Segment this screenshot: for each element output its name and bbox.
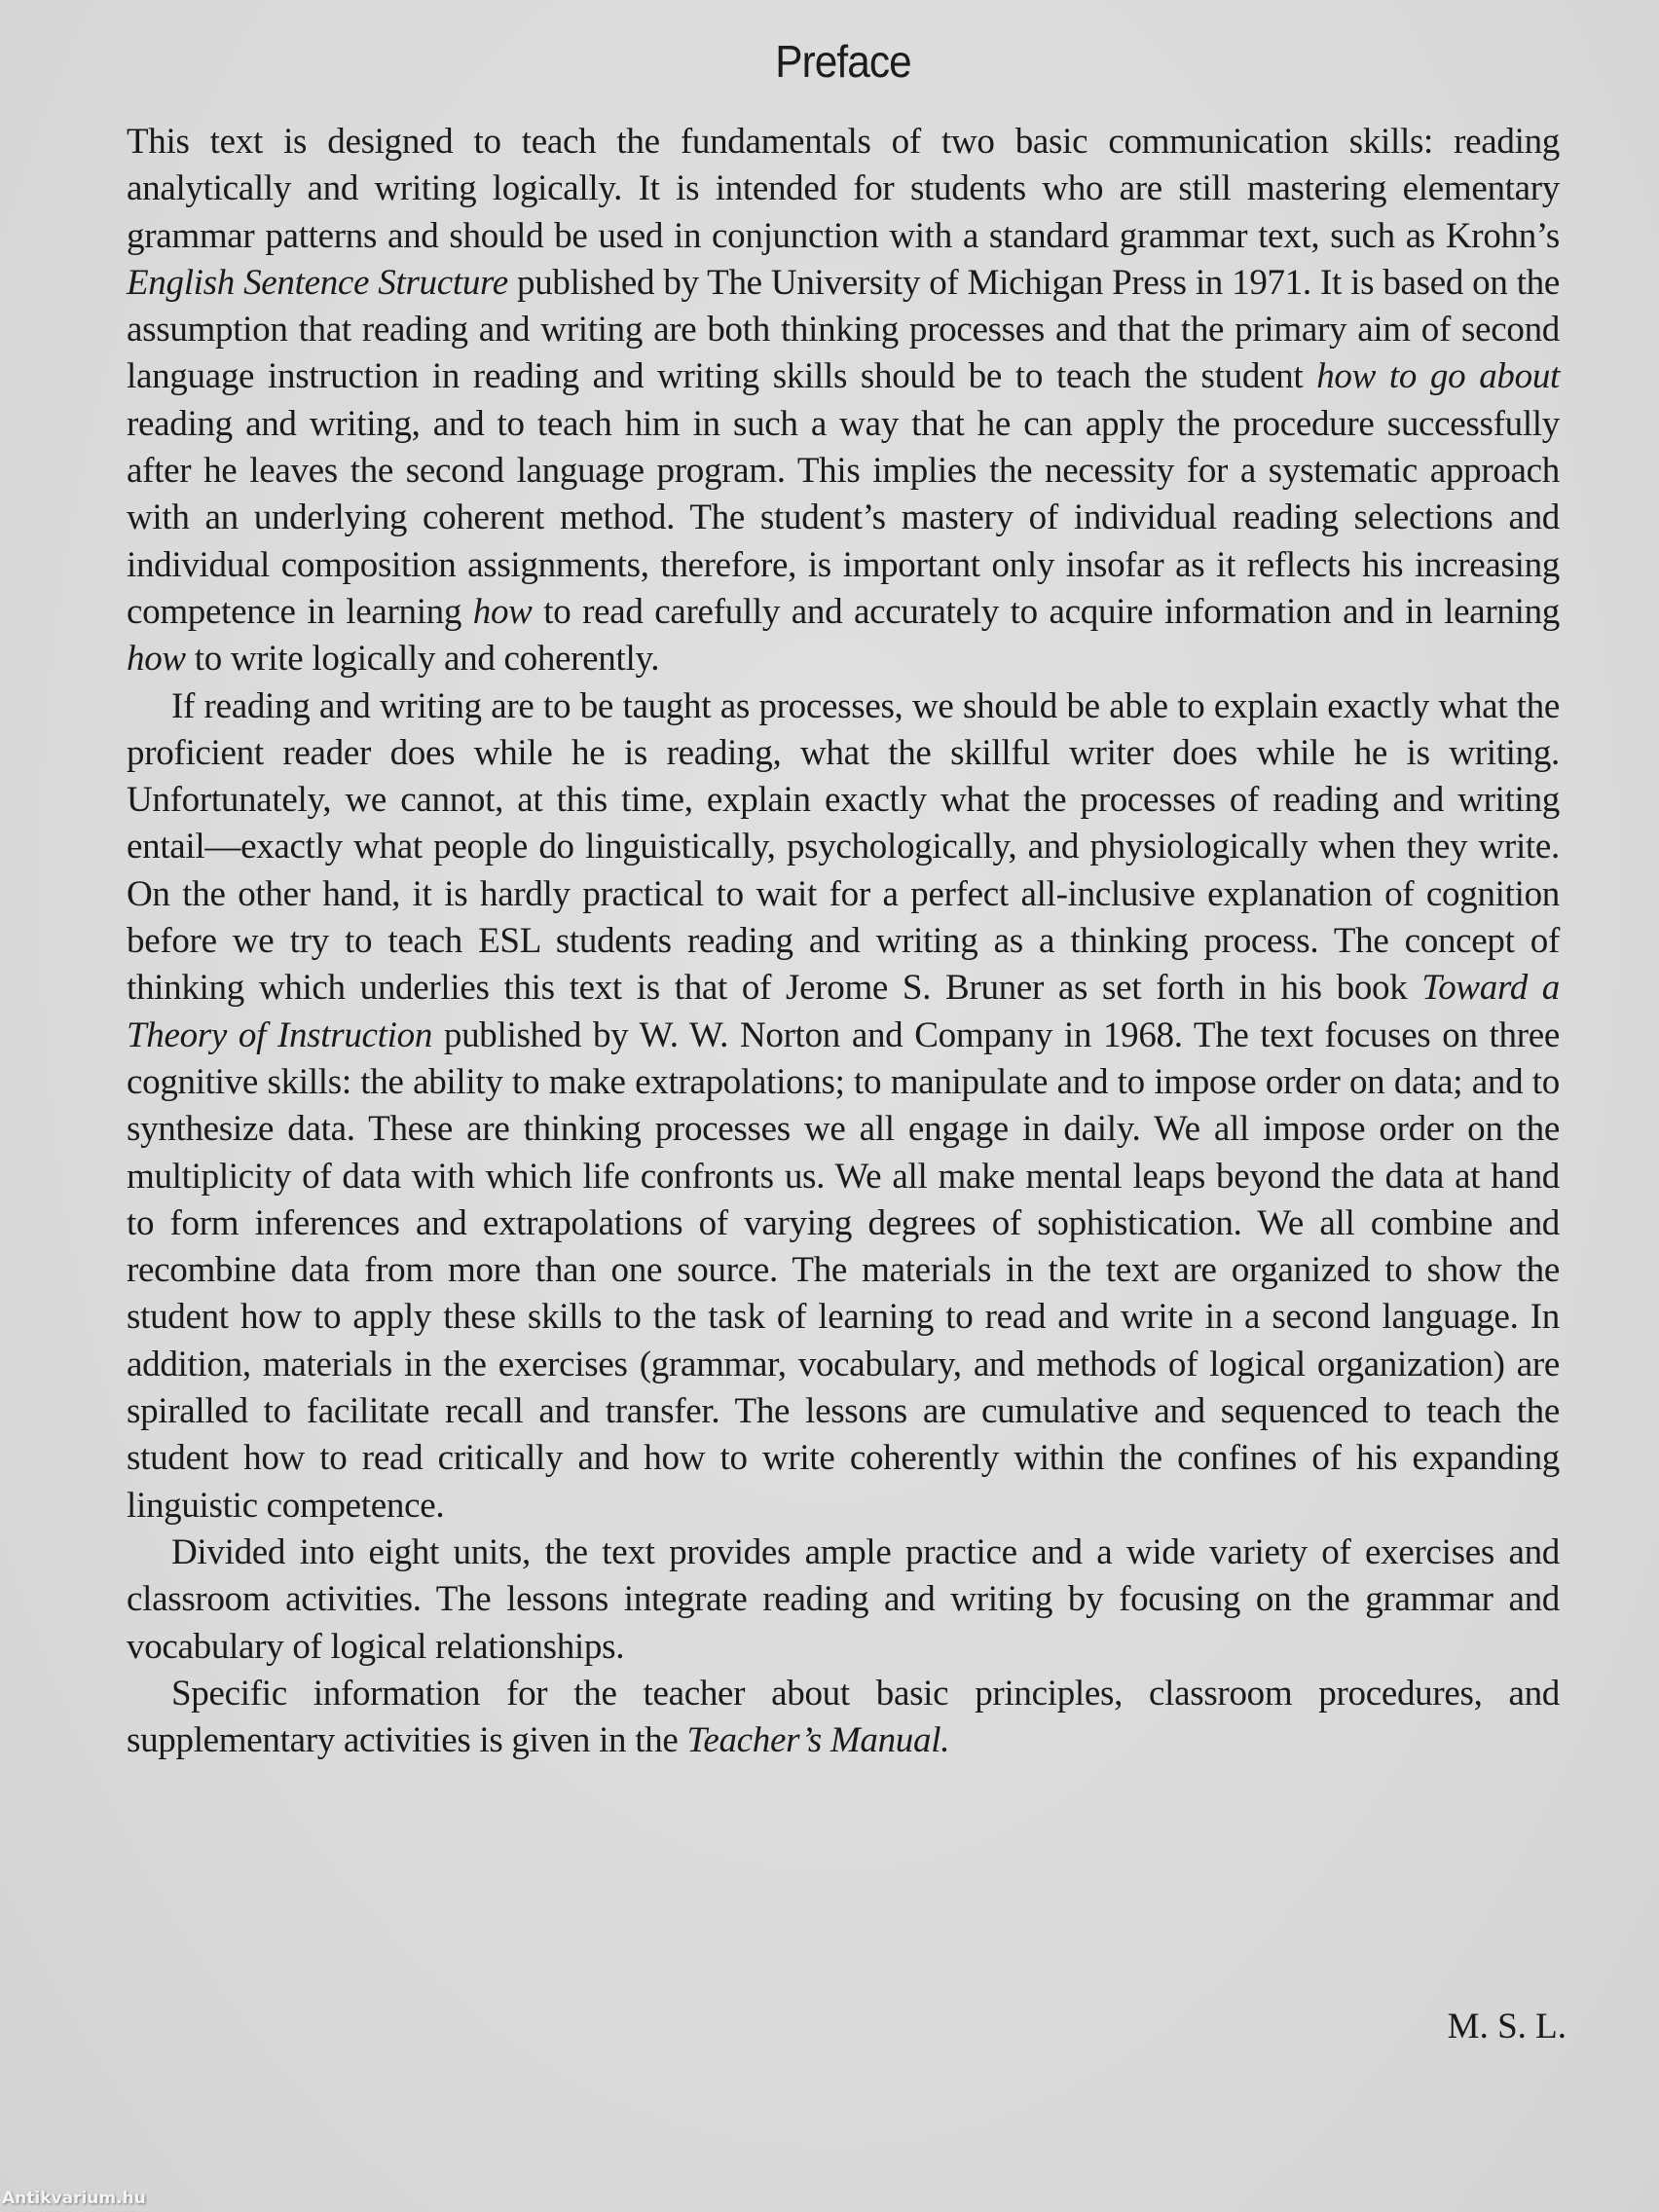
emphasis-how: how	[472, 591, 533, 632]
paragraph-2	[127, 683, 1560, 1530]
text-segment: published by The University of Michigan Press in 1971. It is based on the assumption that reading and writing are both thinking processes and that the primary aim of second language instruction in reading and writing skills should be to teach the student	[127, 262, 1560, 397]
paragraph-3	[127, 1530, 1560, 1671]
text-segment: If reading and writing are to be taught as processes, we should be able to explain exactly what the proficient reader does while he is reading, what the skillful writer does while he is writing. Unfortunately, we cannot, at this time, explain exactly what the processes of reading and writing entail—exactly what people do linguistically, psychologically, and physiologically when they write. On the other hand, it is hardly practical to wait for a perfect all-inclusive explanation of cognition before we try to teach ESL students reading and writing as a thinking process. The concept of thinking which underlies this text is that of Jerome S. Bruner as set forth in his book	[127, 685, 1560, 1009]
page-title: Preface	[775, 36, 911, 87]
author-signature: M. S. L.	[1447, 2007, 1567, 2046]
emphasis-how-to-go-about: how to go about	[1316, 356, 1560, 397]
text-segment: to write logically and coherently.	[185, 639, 660, 680]
text-segment: published by W. W. Norton and Company in 1968. The text focuses on three cognitive skills: the ability to make extrapolations; to manipulate and to impose order on data; and to synthesize data. These are thinking processes we all engage in daily. We all impose order on the multiplicity of data with which life confronts us. We all make mental leaps beyond the data at hand to form inferences and extrapolations of varying degrees of sophistication. We all combine and recombine data from more than one source. The materials in the text are organized to show the student how to apply these skills to the task of learning to read and write in a second language. In addition, materials in the exercises (grammar, vocabulary, and methods of logical organization) are spiralled to facilitate recall and transfer. The lessons are cumulative and sequenced to teach the student how to read critically and how to write coherently within the confines of his expanding linguistic competence.	[127, 1014, 1560, 1526]
preface-body	[127, 119, 1560, 1764]
book-title-teachers-manual: Teacher’s Manual.	[686, 1720, 950, 1761]
watermark: Antikvarium.hu	[2, 2189, 146, 2208]
text-segment: to read carefully and accurately to acquire information and in learning	[532, 591, 1560, 632]
text-segment: This text is designed to teach the fundamentals of two basic communication skills: reading analytically and writing logically. It is intended for students who are still mastering elementary grammar patterns and should be used in conjunction with a standard grammar text, such as Krohn’s	[127, 122, 1560, 256]
paragraph-4	[127, 1671, 1560, 1765]
text-segment: reading and writing, and to teach him in such a way that he can apply the procedure successfully after he leaves the second language program. This implies the necessity for a systematic approach with an underlying coherent method. The student’s mastery of individual reading selections and individual composition assignments, therefore, is important only insofar as it reflects his increasing competence in learning	[127, 403, 1560, 632]
emphasis-how: how	[127, 639, 186, 680]
book-title-english-sentence-structure: English Sentence Structure	[127, 262, 508, 303]
paragraph-1	[127, 119, 1560, 683]
text-segment: Specific information for the teacher about basic principles, classroom procedures, and supplementary activities is given in the	[127, 1673, 1560, 1761]
text-segment: Divided into eight units, the text provides ample practice and a wide variety of exercises and classroom activities. The lessons integrate reading and writing by focusing on the grammar and vocabulary of logical relationships.	[127, 1531, 1560, 1667]
book-title-toward-a-theory-of-instruction: Toward a Theory of Instruction	[127, 968, 1560, 1055]
